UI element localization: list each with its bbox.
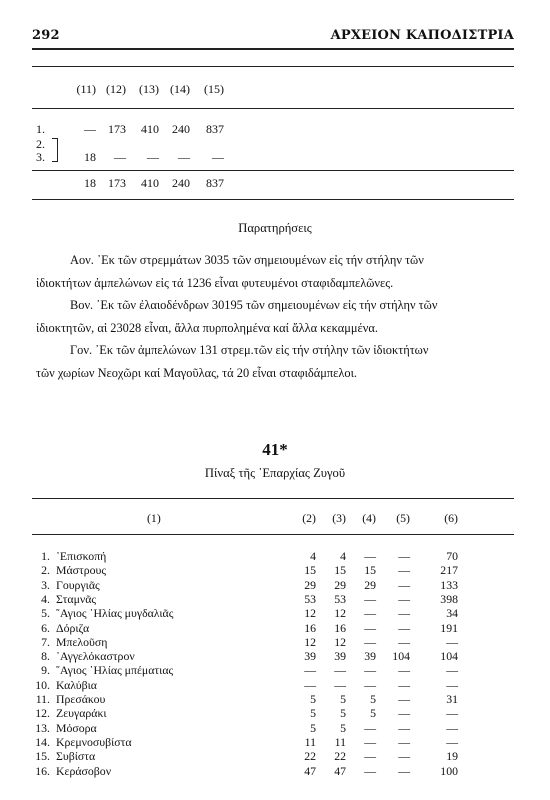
top-table-rule-1 xyxy=(32,66,514,67)
bottom-table-cell: — xyxy=(446,663,458,677)
bottom-table-row-number: 10. xyxy=(35,678,50,692)
bottom-table-cell: — xyxy=(364,635,376,649)
top-table-cell: — xyxy=(84,122,96,136)
bottom-table-place-name: ᾽Επισκοπή xyxy=(56,549,107,563)
bottom-table-place-name: Κεράσοβον xyxy=(56,764,112,778)
bottom-table-cell: 5 xyxy=(340,692,346,706)
bottom-table-header-cell: (3) xyxy=(332,511,346,525)
bottom-table-cell: 133 xyxy=(440,578,458,592)
bottom-table-cell: — xyxy=(398,721,410,735)
top-table-header-cell: (14) xyxy=(170,82,190,96)
bottom-table-cell: 53 xyxy=(334,592,346,606)
bottom-table-row-number: 15. xyxy=(35,749,50,763)
bottom-table-header-row xyxy=(0,511,550,527)
top-table-total-cell: 240 xyxy=(172,176,190,190)
bottom-table-cell: 47 xyxy=(304,764,316,778)
bottom-table-cell: — xyxy=(334,663,346,677)
bottom-table-cell: — xyxy=(446,721,458,735)
top-table-cell: 837 xyxy=(206,122,224,136)
bottom-table-cell: — xyxy=(398,706,410,720)
bottom-table-rule-1 xyxy=(32,498,514,499)
row-bracket xyxy=(52,138,58,162)
bottom-table-cell: 16 xyxy=(304,621,316,635)
bottom-table-body xyxy=(0,549,550,779)
bottom-table-row-number: 5. xyxy=(41,606,50,620)
bottom-table-cell: 29 xyxy=(304,578,316,592)
bottom-table-cell: 31 xyxy=(446,692,458,706)
remarks-title: Παρατηρήσεις xyxy=(238,221,312,235)
bottom-table-cell: — xyxy=(446,678,458,692)
bottom-table-cell: — xyxy=(398,678,410,692)
bottom-table-cell: 104 xyxy=(440,649,458,663)
page-number: 292 xyxy=(32,28,60,43)
bottom-table-row-number: 11. xyxy=(35,692,50,706)
bottom-table-header-cell: (1) xyxy=(147,511,161,525)
bottom-table-place-name: ῞Αγιος ῾Ηλίας μπέματιας xyxy=(56,663,174,677)
bottom-table-cell: 15 xyxy=(364,563,376,577)
bottom-table-cell: 104 xyxy=(392,649,410,663)
bottom-table-cell: — xyxy=(398,578,410,592)
top-table-header-cell: (11) xyxy=(76,82,96,96)
bottom-table-cell: 29 xyxy=(334,578,346,592)
bottom-table-cell: 39 xyxy=(364,649,376,663)
bottom-table-cell: — xyxy=(398,563,410,577)
bottom-table-cell: 39 xyxy=(304,649,316,663)
bottom-table-place-name: Γουργιᾶς xyxy=(56,578,100,592)
section-title: Πίναξ τῆς ᾽Επαρχίας Ζυγοῦ xyxy=(204,466,346,480)
bottom-table-cell: — xyxy=(364,592,376,606)
bottom-table-header-cell: (2) xyxy=(302,511,316,525)
bottom-table-row-number: 13. xyxy=(35,721,50,735)
bottom-table-cell: — xyxy=(446,706,458,720)
top-table-header-cell: (13) xyxy=(139,82,159,96)
bottom-table-cell: 15 xyxy=(304,563,316,577)
top-table-totals-row xyxy=(0,176,550,192)
remarks-line: ἰδιοκτητῶν, αἱ 23028 εἶναι, ἄλλα πυρπολημένα καί ἄλλα κεκαμμένα. xyxy=(36,320,378,335)
bottom-table-place-name: Συβίστα xyxy=(56,749,96,763)
top-table-total-cell: 173 xyxy=(108,176,126,190)
bottom-table-cell: 5 xyxy=(370,706,376,720)
top-table-row-label: 3. xyxy=(36,150,45,164)
section-number: 41* xyxy=(262,440,288,459)
bottom-table-cell: — xyxy=(398,749,410,763)
top-table-rule-4 xyxy=(32,199,514,200)
bottom-table-cell: 5 xyxy=(310,706,316,720)
bottom-table-cell: 39 xyxy=(334,649,346,663)
top-table-header-row xyxy=(0,82,550,98)
bottom-table-cell: 5 xyxy=(310,692,316,706)
remarks-line: Βον. ᾽Εκ τῶν ἐλαιοδένδρων 30195 τῶν σημειουμένων εἰς τήν στήλην τῶν xyxy=(70,298,438,312)
bottom-table-cell: 100 xyxy=(440,764,458,778)
bottom-table-cell: 34 xyxy=(446,606,458,620)
bottom-table-cell: 5 xyxy=(310,721,316,735)
bottom-table-cell: 398 xyxy=(440,592,458,606)
top-table-cell: — xyxy=(178,150,190,164)
top-table-rule-2 xyxy=(32,108,514,109)
top-table-row-label: 1. xyxy=(36,122,45,136)
header-rule xyxy=(32,48,514,50)
bottom-table-place-name: Μάστρους xyxy=(56,563,107,577)
bottom-table-cell: — xyxy=(304,678,316,692)
bottom-table-cell: — xyxy=(364,735,376,749)
bottom-table-place-name: Μπελοῦση xyxy=(56,635,108,649)
bottom-table-cell: — xyxy=(334,678,346,692)
top-table-cell: — xyxy=(212,150,224,164)
top-table-header-cell: (15) xyxy=(204,82,224,96)
bottom-table-cell: 11 xyxy=(304,735,316,749)
bottom-table-cell: — xyxy=(364,621,376,635)
remarks-line: Αον. ᾽Εκ τῶν στρεμμάτων 3035 τῶν σημειουμένων εἰς τήν στήλην τῶν xyxy=(70,253,424,267)
bottom-table-cell: — xyxy=(398,663,410,677)
bottom-table-cell: — xyxy=(364,549,376,563)
top-table-total-cell: 410 xyxy=(141,176,159,190)
top-table-cell: 18 xyxy=(84,150,96,164)
top-table-rule-3 xyxy=(32,170,514,171)
bottom-table-row-number: 3. xyxy=(41,578,50,592)
bottom-table-place-name: Πρεσάκου xyxy=(56,692,106,706)
remarks-line: τῶν χωρίων Νεοχῶρι καί Μαγοῦλας, τά 20 εἶναι σταφιδάμπελοι. xyxy=(36,365,358,380)
top-table-total-cell: 18 xyxy=(84,176,96,190)
bottom-table-cell: 12 xyxy=(334,606,346,620)
bottom-table-place-name: Σταμνᾶς xyxy=(56,592,97,606)
bottom-table-place-name: Κρεμνοσυβίστα xyxy=(56,735,132,749)
bottom-table-row-number: 7. xyxy=(41,635,50,649)
top-table-header-cell: (12) xyxy=(106,82,126,96)
bottom-table-cell: — xyxy=(398,635,410,649)
bottom-table-place-name: ᾽Αγγελόκαστρον xyxy=(56,649,135,663)
bottom-table-cell: — xyxy=(364,606,376,620)
bottom-table-row-number: 4. xyxy=(41,592,50,606)
bottom-table-place-name: ῞Αγιος ῾Ηλίας μυγδαλιᾶς xyxy=(56,606,174,620)
top-table-cell: 173 xyxy=(108,122,126,136)
bottom-table-cell: 19 xyxy=(446,749,458,763)
bottom-table-cell: 12 xyxy=(334,635,346,649)
bottom-table-cell: — xyxy=(364,721,376,735)
bottom-table-cell: 4 xyxy=(340,549,346,563)
bottom-table-cell: — xyxy=(364,678,376,692)
bottom-table-row-number: 1. xyxy=(41,549,50,563)
bottom-table-row-number: 16. xyxy=(35,764,50,778)
bottom-table-row-number: 2. xyxy=(41,563,50,577)
bottom-table-cell: — xyxy=(398,606,410,620)
bottom-table-cell: — xyxy=(364,663,376,677)
bottom-table-cell: — xyxy=(446,635,458,649)
top-table-total-cell: 837 xyxy=(206,176,224,190)
bottom-table-cell: 5 xyxy=(340,706,346,720)
bottom-table-cell: 11 xyxy=(334,735,346,749)
bottom-table-cell: 5 xyxy=(340,721,346,735)
bottom-table-row-number: 12. xyxy=(35,706,50,720)
bottom-table-cell: 12 xyxy=(304,606,316,620)
bottom-table-cell: 217 xyxy=(440,563,458,577)
bottom-table-cell: 15 xyxy=(334,563,346,577)
bottom-table-cell: 16 xyxy=(334,621,346,635)
bottom-table-header-cell: (4) xyxy=(362,511,376,525)
bottom-table-row-number: 8. xyxy=(41,649,50,663)
bottom-table-cell: 22 xyxy=(304,749,316,763)
top-table-row-label: 2. xyxy=(36,137,45,151)
bottom-table-cell: — xyxy=(398,735,410,749)
bottom-table-cell: 4 xyxy=(310,549,316,563)
bottom-table-place-name: Καλύβια xyxy=(56,678,97,692)
bottom-table-cell: 47 xyxy=(334,764,346,778)
running-title: ΑΡΧΕΙΟΝ ΚΑΠΟΔΙΣΤΡΙΑ xyxy=(330,28,514,43)
bottom-table-cell: — xyxy=(398,621,410,635)
bottom-table-row-number: 9. xyxy=(41,663,50,677)
bottom-table-cell: — xyxy=(398,549,410,563)
remarks-line: ἰδιοκτήτων ἀμπελώνων εἰς τά 1236 εἶναι φυτευμένοι σταφιδαμπελῶνες. xyxy=(36,275,394,290)
top-table-cell: — xyxy=(147,150,159,164)
bottom-table-cell: 22 xyxy=(334,749,346,763)
bottom-table-cell: 29 xyxy=(364,578,376,592)
top-table-body xyxy=(0,118,550,168)
bottom-table-row-number: 6. xyxy=(41,621,50,635)
bottom-table-cell: — xyxy=(364,749,376,763)
top-table-cell: 240 xyxy=(172,122,190,136)
bottom-table-place-name: Δόριζα xyxy=(56,621,90,635)
bottom-table-cell: 70 xyxy=(446,549,458,563)
bottom-table-cell: — xyxy=(304,663,316,677)
bottom-table-row-number: 14. xyxy=(35,735,50,749)
bottom-table-header-cell: (6) xyxy=(444,511,458,525)
bottom-table-place-name: Μόσορα xyxy=(56,721,97,735)
bottom-table-place-name: Ζευγαράκι xyxy=(56,706,107,720)
bottom-table-header-cell: (5) xyxy=(396,511,410,525)
bottom-table-cell: — xyxy=(398,592,410,606)
bottom-table-cell: 5 xyxy=(370,692,376,706)
top-table-cell: 410 xyxy=(141,122,159,136)
bottom-table-cell: 191 xyxy=(440,621,458,635)
bottom-table-cell: — xyxy=(446,735,458,749)
bottom-table-cell: 12 xyxy=(304,635,316,649)
bottom-table-rule-2 xyxy=(32,534,514,535)
remarks-line: Γον. ᾽Εκ τῶν ἀμπελώνων 131 στρεμ.τῶν εἰς τήν στήλην τῶν ἰδιοκτήτων xyxy=(70,343,429,357)
bottom-table-cell: 53 xyxy=(304,592,316,606)
bottom-table-cell: — xyxy=(364,764,376,778)
bottom-table-cell: — xyxy=(398,692,410,706)
bottom-table-cell: — xyxy=(398,764,410,778)
top-table-cell: — xyxy=(114,150,126,164)
